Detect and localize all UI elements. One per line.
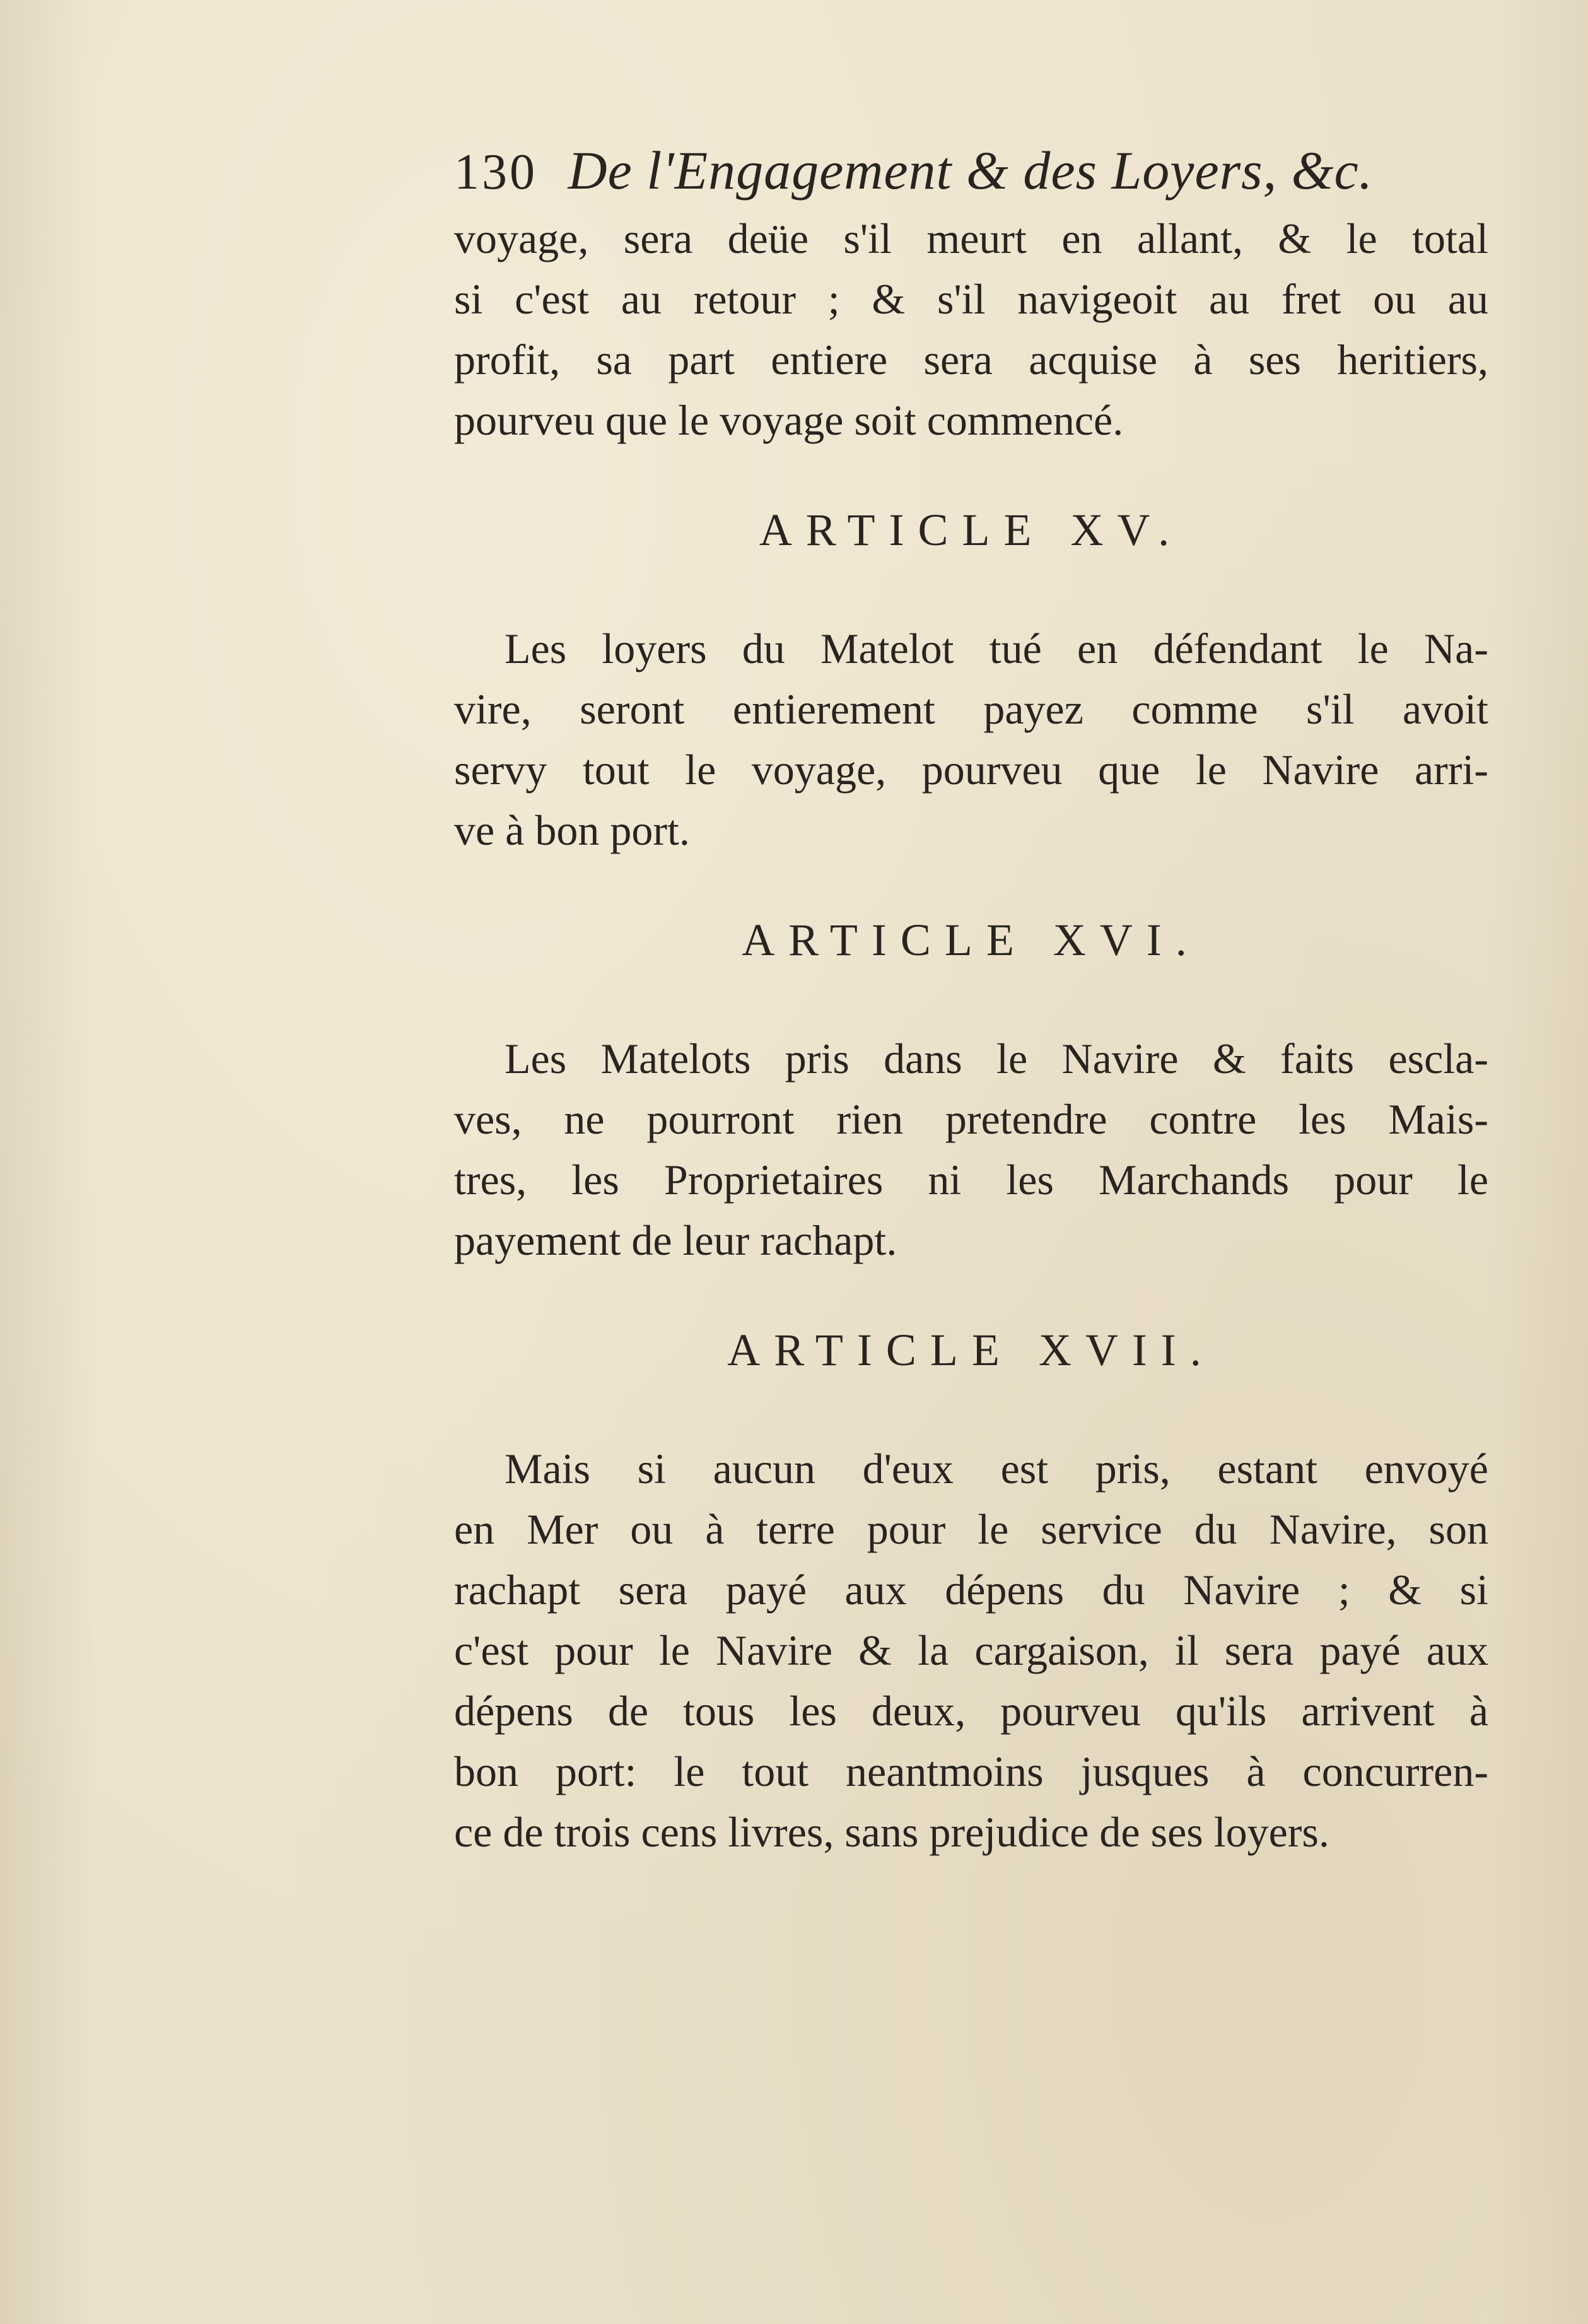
text-line: en Mer ou à terre pour le service du Navire, son: [454, 1505, 1488, 1553]
text-line: c'est pour le Navire & la cargaison, il sera payé aux: [454, 1626, 1488, 1674]
page-number: 130: [454, 144, 537, 200]
running-title: De l'Engagement & des Loyers, &c.: [568, 140, 1374, 201]
text-line: vire, seront entierement payez comme s'il avoit: [454, 685, 1488, 733]
text-line: ce de trois cens livres, sans prejudice de ses loyers.: [454, 1808, 1329, 1856]
text-line: bon port: le tout neantmoins jusques à concurren-: [454, 1747, 1488, 1795]
text-line: si c'est au retour ; & s'il navigeoit au fret ou au: [454, 275, 1488, 323]
text-line: ves, ne pourront rien pretendre contre les Mais-: [454, 1095, 1488, 1143]
text-line: payement de leur rachapt.: [454, 1216, 897, 1264]
article-xvii-text: [454, 1438, 1488, 1862]
text-line: Les loyers du Matelot tué en défendant le Na-: [505, 625, 1488, 672]
article-heading-xvi: ARTICLE XVI.: [742, 915, 1201, 965]
page-header: [454, 136, 1488, 205]
text-line: pourveu que le voyage soit commencé.: [454, 396, 1124, 444]
text-line: profit, sa part entiere sera acquise à ses heritiers,: [454, 336, 1488, 384]
text-line: tres, les Proprietaires ni les Marchands pour le: [454, 1156, 1488, 1204]
continuation-paragraph: [454, 208, 1488, 450]
article-heading-xv: ARTICLE XV.: [759, 505, 1184, 555]
text-line: ve à bon port.: [454, 806, 690, 854]
article-xv-text: [454, 618, 1488, 860]
text-line: servy tout le voyage, pourveu que le Navire arri-: [454, 746, 1488, 794]
text-line: rachapt sera payé aux dépens du Navire ; & si: [454, 1566, 1488, 1614]
article-xvi-text: [454, 1028, 1488, 1271]
text-line: voyage, sera deüe s'il meurt en allant, & le total: [454, 214, 1488, 262]
text-line: Les Matelots pris dans le Navire & faits escla-: [505, 1035, 1488, 1083]
text-line: Mais si aucun d'eux est pris, estant envoyé: [505, 1445, 1488, 1493]
article-heading-xvii: ARTICLE XVII.: [727, 1325, 1215, 1375]
text-line: dépens de tous les deux, pourveu qu'ils arrivent à: [454, 1687, 1488, 1735]
